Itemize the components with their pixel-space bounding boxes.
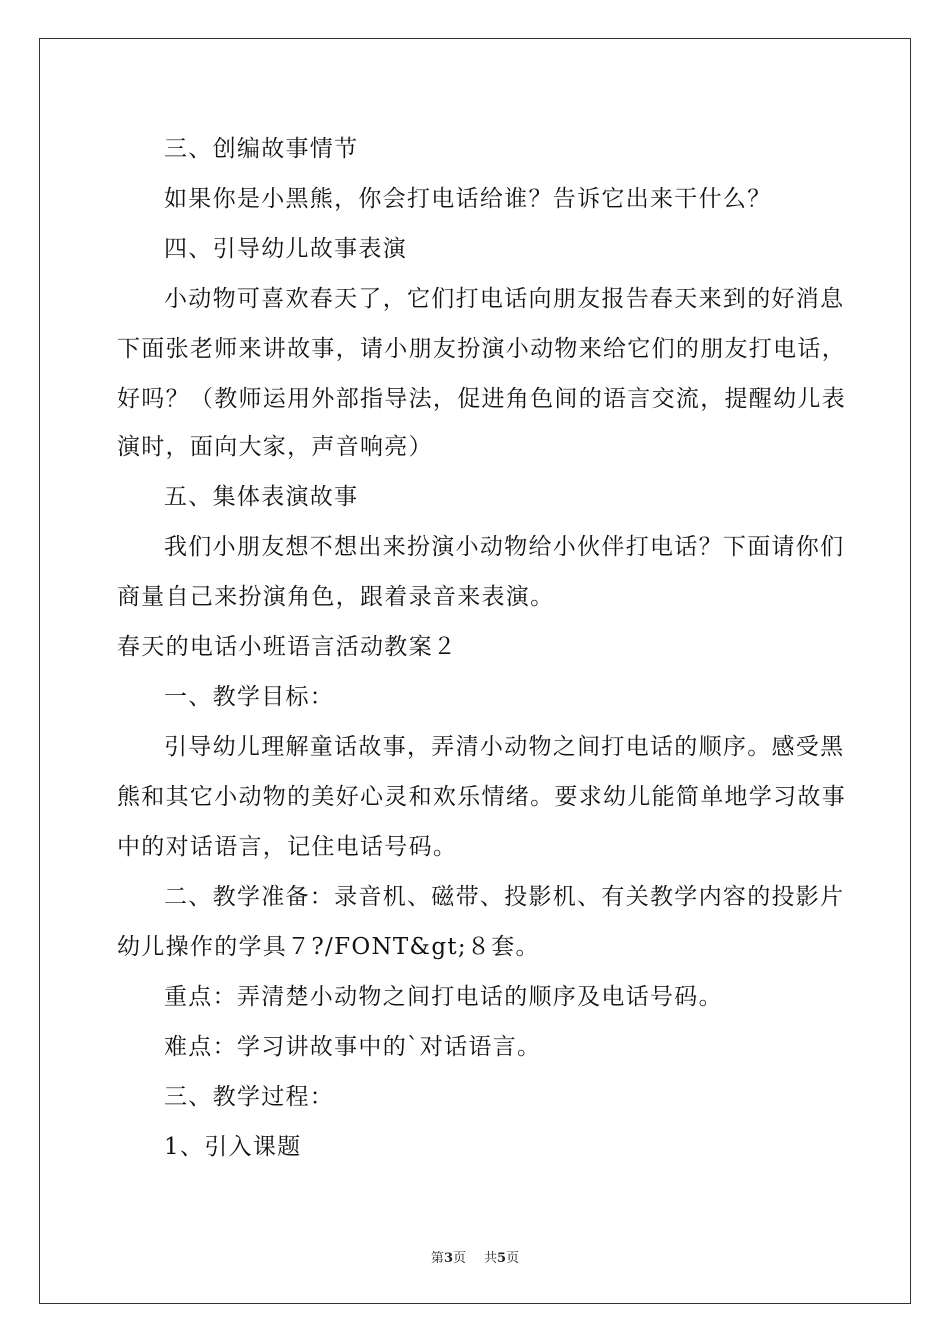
paragraph-line: 演时，面向大家，声音响亮）	[117, 434, 433, 460]
section-heading: 一、教学目标：	[164, 684, 335, 710]
paragraph-line: 好吗？（教师运用外部指导法，促进角色间的语言交流，提醒幼儿表	[117, 386, 846, 412]
section-heading: 四、引导幼儿故事表演	[164, 236, 407, 262]
subsection-heading: 1、引入课题	[164, 1134, 302, 1160]
footer-page-prefix: 第	[430, 1251, 444, 1266]
key-point-line: 重点：弄清楚小动物之间打电话的顺序及电话号码。	[164, 984, 723, 1010]
difficulty-line: 难点：学习讲故事中的`对话语言。	[164, 1034, 542, 1060]
section-heading: 二、教学准备：录音机、磁带、投影机、有关教学内容的投影片	[164, 884, 845, 910]
section-heading: 三、教学过程：	[164, 1084, 335, 1110]
paragraph-line: 熊和其它小动物的美好心灵和欢乐情绪。要求幼儿能简单地学习故事	[117, 784, 846, 810]
footer-page-suffix: 页	[452, 1251, 466, 1266]
document-title: 春天的电话小班语言活动教案２	[117, 634, 458, 660]
paragraph-line: 小动物可喜欢春天了，它们打电话向朋友报告春天来到的好消息	[164, 286, 845, 312]
footer-page-number: 3	[443, 1251, 453, 1266]
paragraph-line: 幼儿操作的学具７?/FONT&gt;８套。	[117, 934, 540, 960]
paragraph-line: 如果你是小黑熊，你会打电话给谁？告诉它出来干什么？	[164, 186, 772, 212]
paragraph-line: 我们小朋友想不想出来扮演小动物给小伙伴打电话？下面请你们	[164, 534, 845, 560]
paragraph-line: 引导幼儿理解童话故事，弄清小动物之间打电话的顺序。感受黑	[164, 734, 845, 760]
page-footer	[0, 1247, 950, 1266]
footer-total-suffix: 页	[506, 1251, 520, 1266]
paragraph-line: 中的对话语言，记住电话号码。	[117, 834, 458, 860]
paragraph-line: 商量自己来扮演角色，跟着录音来表演。	[117, 584, 555, 610]
paragraph-line: 下面张老师来讲故事，请小朋友扮演小动物来给它们的朋友打电话，	[117, 336, 846, 362]
section-heading: 三、创编故事情节	[164, 136, 359, 162]
footer-total-pages: 5	[497, 1251, 507, 1266]
footer-total-prefix: 共	[484, 1251, 498, 1266]
section-heading: 五、集体表演故事	[164, 484, 359, 510]
